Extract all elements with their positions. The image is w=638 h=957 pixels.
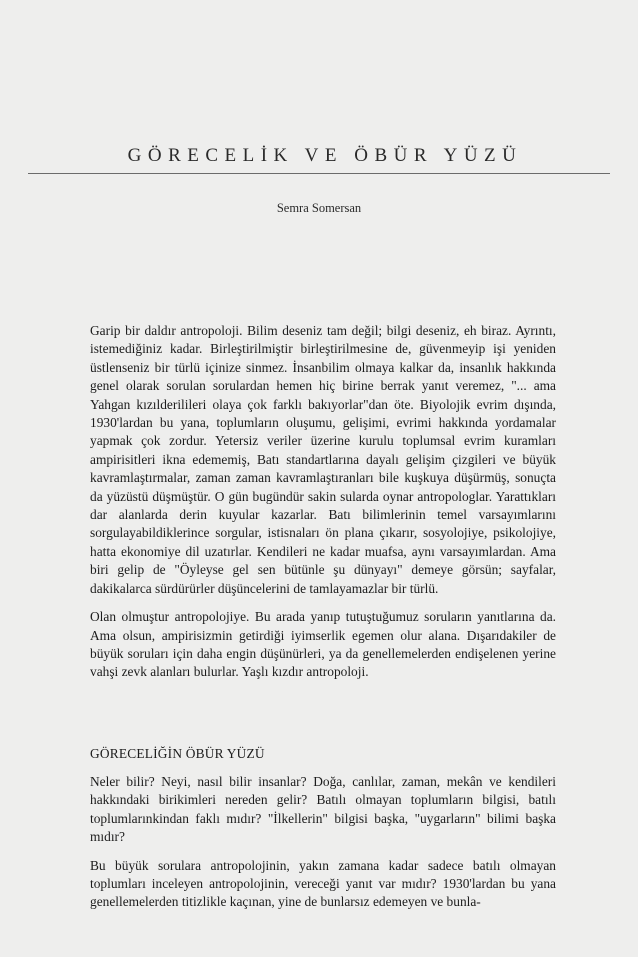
section-heading: GÖRECELİĞİN ÖBÜR YÜZÜ <box>90 746 265 761</box>
section-text <box>90 773 556 922</box>
paragraph: Garip bir daldır antropoloji. Bilim deseniz tam değil; bilgi deseniz, eh biraz. Ayrıntı, istemediğiniz kadar. Birleştirilmiştir birleştirilmesine de, güvenmeyip işi yeniden üstlenseniz bir türlü içinize sinmez. İnsanbilim olmaya kalkar da, insanlık hakkında genel olarak sorulan sorulardan hemen hiç birine berrak yanıt veremez, "... ama Yahgan kızılderilileri olaya çok farklı bakıyorlar"dan öte. Biyolojik evrim dışında, 1930'lardan bu yana, toplumların oluşumu, gelişimi, evrimi hakkında yordamalar yapmak çok zordur. Yetersiz veriler üzerine kurulu toplumsal evrim kuramları ampirisitleri ikna edememiş, Batı standartlarına dayalı gelişim çizgileri ve büyük kavramlaştırmalar, zaman zaman kavramlaştıranları bile kuşkuya düşürmüş, sonuçta da yüzüstü düşmüştür. O gün bugündür sakin sularda oynar antropologlar. Yarattıkları dar alanlarda derin kuyular kazarlar. Batı bilimlerinin temel varsayımlarını sorgulayabildiklerince sorgular, istisnaları ön plana çıkarır, sosyolojiye, psikolojiye, hatta ekonomiye dil uzatırlar. Kendileri ne kadar muafsa, aynı varsayımlardan. Ama biri gelip de "Öyleyse gel sen bütünle şu dünyayı" demeye görsün; sayfalar, dakikalarca sürdürürler düşüncelerini de tamlayamazlar bir türlü. <box>90 323 556 596</box>
author-name: Semra Somersan <box>276 201 362 215</box>
article-title: GÖRECELİK VE ÖBÜR YÜZÜ <box>127 145 523 166</box>
paragraph: Olan olmuştur antropolojiye. Bu arada yanıp tutuştuğumuz soruların yanıtlarına da. Ama olsun, ampirisizmin getirdiği iyimserlik egemen olur alana. Dışarıdakiler de büyük soruları için daha engin düşünürleri, ya da genellemelerden endişelenen yerine vahşi zevk alanları bulurlar. Yaşlı kızdır antropoloji. <box>90 609 556 680</box>
intro-text <box>90 322 556 692</box>
paragraph: Bu büyük sorulara antropolojinin, yakın zamana kadar sadece batılı olmayan toplumları inceleyen antropolojinin, vereceği yanıt var mıdır? 1930'lardan bu yana genellemelerden titizlikle kaçınan, yine de bunlarsız edemeyen ve bunla- <box>90 857 556 910</box>
title-rule <box>28 173 610 174</box>
paragraph: Neler bilir? Neyi, nasıl bilir insanlar? Doğa, canlılar, zaman, mekân ve kendileri hakkındaki birikimleri nereden gelir? Batılı olmayan toplumların bilgisi, batılı toplumlarınkindan faklı mıdır? "İlkellerin" bilgisi başka, "uygarların" bilimi başka mıdır? <box>90 774 556 845</box>
